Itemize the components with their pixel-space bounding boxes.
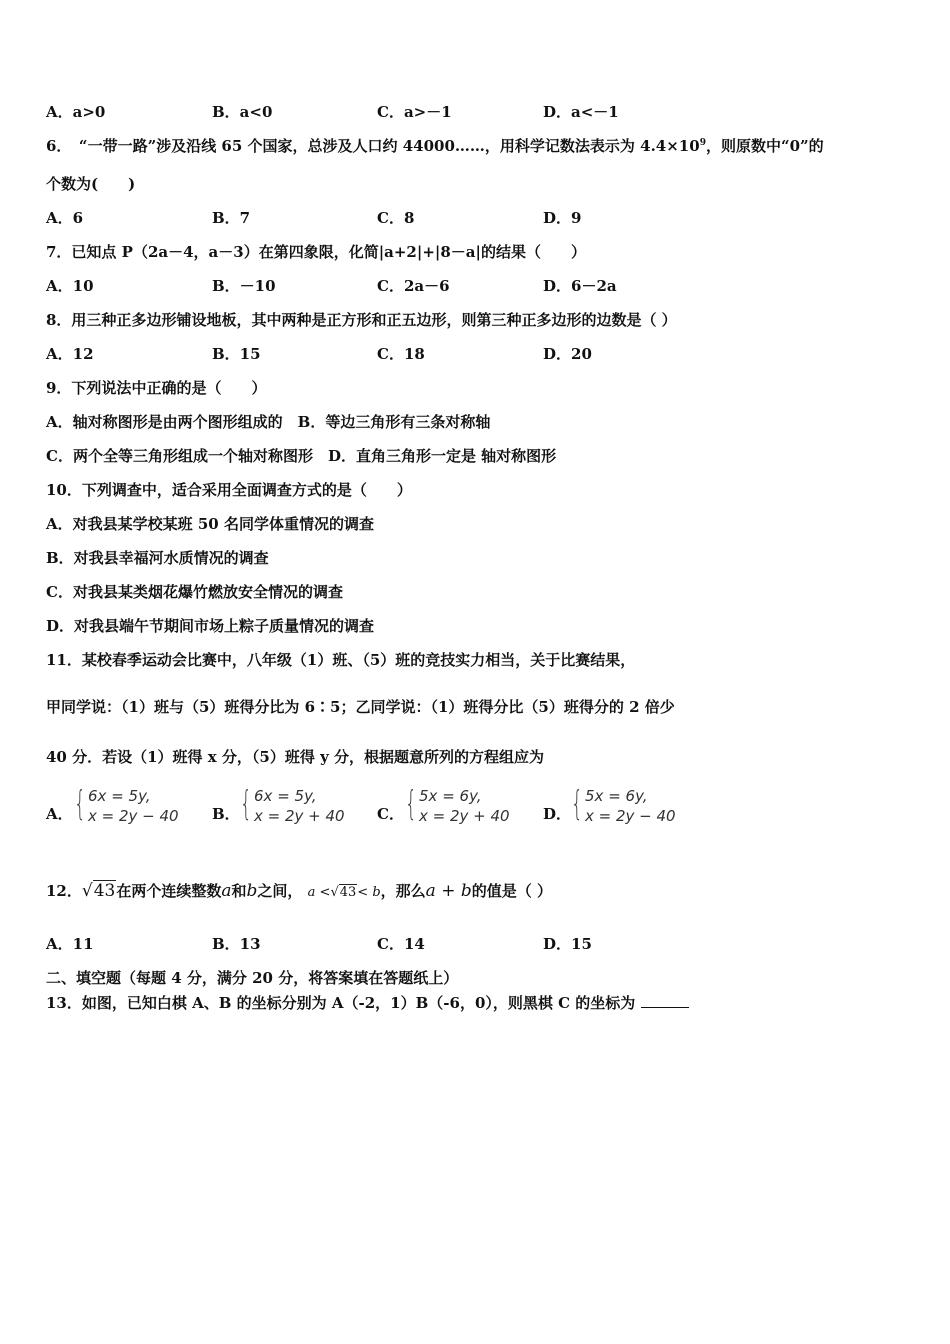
q12-var-b: b	[246, 881, 258, 901]
q5-option-b: B．a<0	[212, 103, 273, 121]
q12-var-a: a	[221, 881, 232, 901]
q12-option-a: A．11	[46, 935, 94, 953]
q11-option-d-eq2: x = 2y − 40	[585, 807, 676, 825]
q11-option-a-eq1: 6x = 5y,	[88, 787, 151, 805]
q5-option-c: C．a>－1	[377, 103, 452, 121]
q9-options-cd: C．两个全等三角形组成一个轴对称图形 D．直角三角形一定是 轴对称图形	[46, 447, 557, 465]
q11-option-c-eq1: 5x = 6y,	[419, 787, 482, 805]
q12-option-b: B．13	[212, 935, 261, 953]
q6-text-b: ，则原数中“0”的	[705, 137, 824, 155]
q11-option-b-eq1: 6x = 5y,	[254, 787, 317, 805]
q11-question-line1: 11．某校春季运动会比赛中，八年级（1）班、（5）班的竞技实力相当，关于比赛结果，	[46, 651, 636, 669]
q12-option-d: D．15	[543, 935, 592, 953]
q8-question: 8．用三种正多边形铺设地板，其中两种是正方形和正五边形，则第三种正多边形的边数是（ ）	[46, 311, 677, 329]
q10-option-b: B．对我县幸福河水质情况的调查	[46, 549, 269, 567]
section-2-title: 二、填空题（每题 4 分，满分 20 分，将答案填在答题纸上）	[46, 969, 459, 987]
q12-text-5: 的值是（ ）	[471, 882, 552, 900]
q13-text: 13．如图，已知白棋 A、B 的坐标分别为 A（-2，1）B（-6，0），则黑棋 C 的坐标为	[46, 994, 636, 1012]
q10-option-a: A．对我县某学校某班 50 名同学体重情况的调查	[46, 515, 374, 533]
q12-question	[46, 876, 552, 906]
q10-option-d: D．对我县端午节期间市场上粽子质量情况的调查	[46, 617, 375, 635]
left-brace-icon: {	[74, 784, 86, 824]
q11-option-a-letter: A．	[46, 805, 73, 823]
q5-option-a: A．a>0	[46, 103, 106, 121]
sqrt-icon: √43	[81, 881, 116, 901]
q7-option-a: A．10	[46, 277, 94, 295]
left-brace-icon: {	[240, 784, 252, 824]
q5-option-d: D．a<－1	[543, 103, 619, 121]
q12-number: 12．	[46, 882, 82, 900]
q6-question	[46, 136, 824, 156]
q11-option-d-eq1: 5x = 6y,	[585, 787, 648, 805]
q7-question: 7．已知点 P（2a－4，a－3）在第四象限，化简|a+2|+|8－a|的结果（ ）	[46, 243, 586, 261]
q11-option-b-letter: B．	[212, 805, 240, 823]
q12-text-3: 之间，	[257, 882, 303, 900]
q6-option-b: B．7	[212, 209, 251, 227]
q12-text-1: 在两个连续整数	[116, 882, 222, 900]
q6-question-cont: 个数为( )	[46, 175, 136, 193]
q12-ineq-radicand: 43	[339, 885, 357, 900]
q11-option-c-eq2: x = 2y + 40	[419, 807, 510, 825]
q11-option-a-eq2: x = 2y − 40	[88, 807, 179, 825]
q8-option-c: C．18	[377, 345, 425, 363]
q7-option-c: C．2a－6	[377, 277, 450, 295]
q12-text-2: 和	[231, 882, 247, 900]
q8-option-d: D．20	[543, 345, 592, 363]
q12-a-plus-b: a + b	[425, 881, 472, 901]
q10-option-c: C．对我县某类烟花爆竹燃放安全情况的调查	[46, 583, 343, 601]
q12-ineq-left: a <	[307, 885, 331, 900]
q11-option-b-eq2: x = 2y + 40	[254, 807, 345, 825]
q12-text-4: ，那么	[380, 882, 426, 900]
q10-question: 10．下列调查中，适合采用全面调查方式的是（ ）	[46, 481, 412, 499]
q8-option-a: A．12	[46, 345, 94, 363]
left-brace-icon: {	[571, 784, 583, 824]
q7-option-d: D．6－2a	[543, 277, 617, 295]
q9-options-ab: A．轴对称图形是由两个图形组成的 B．等边三角形有三条对称轴	[46, 413, 491, 431]
q11-question-line3: 40 分．若设（1）班得 x 分，（5）班得 y 分，根据题意所列的方程组应为	[46, 748, 545, 766]
q8-option-b: B．15	[212, 345, 261, 363]
q12-radicand: 43	[93, 881, 116, 901]
left-brace-icon: {	[405, 784, 417, 824]
q9-question: 9．下列说法中正确的是（ ）	[46, 379, 267, 397]
q12-option-c: C．14	[377, 935, 425, 953]
q6-option-a: A．6	[46, 209, 84, 227]
q7-option-b: B．－10	[212, 277, 276, 295]
q11-question-line2: 甲同学说：（1）班与（5）班得分比为 6∶5；乙同学说：（1）班得分比（5）班得分的 2 倍少	[46, 698, 675, 716]
q12-ineq-right: < b	[357, 885, 381, 900]
q11-option-d-letter: D．	[543, 805, 572, 823]
q6-option-c: C．8	[377, 209, 415, 227]
q11-option-c-letter: C．	[377, 805, 404, 823]
sqrt-icon: √43	[330, 885, 357, 900]
q6-exponent: 9	[699, 138, 706, 148]
q13-question	[46, 993, 689, 1013]
answer-blank[interactable]	[641, 993, 689, 1008]
q6-option-d: D．9	[543, 209, 582, 227]
q6-text-a: 6． “一带一路”涉及沿线 65 个国家，总涉及人口约 44000……，用科学记数法表示为 4.4×10	[46, 137, 700, 155]
